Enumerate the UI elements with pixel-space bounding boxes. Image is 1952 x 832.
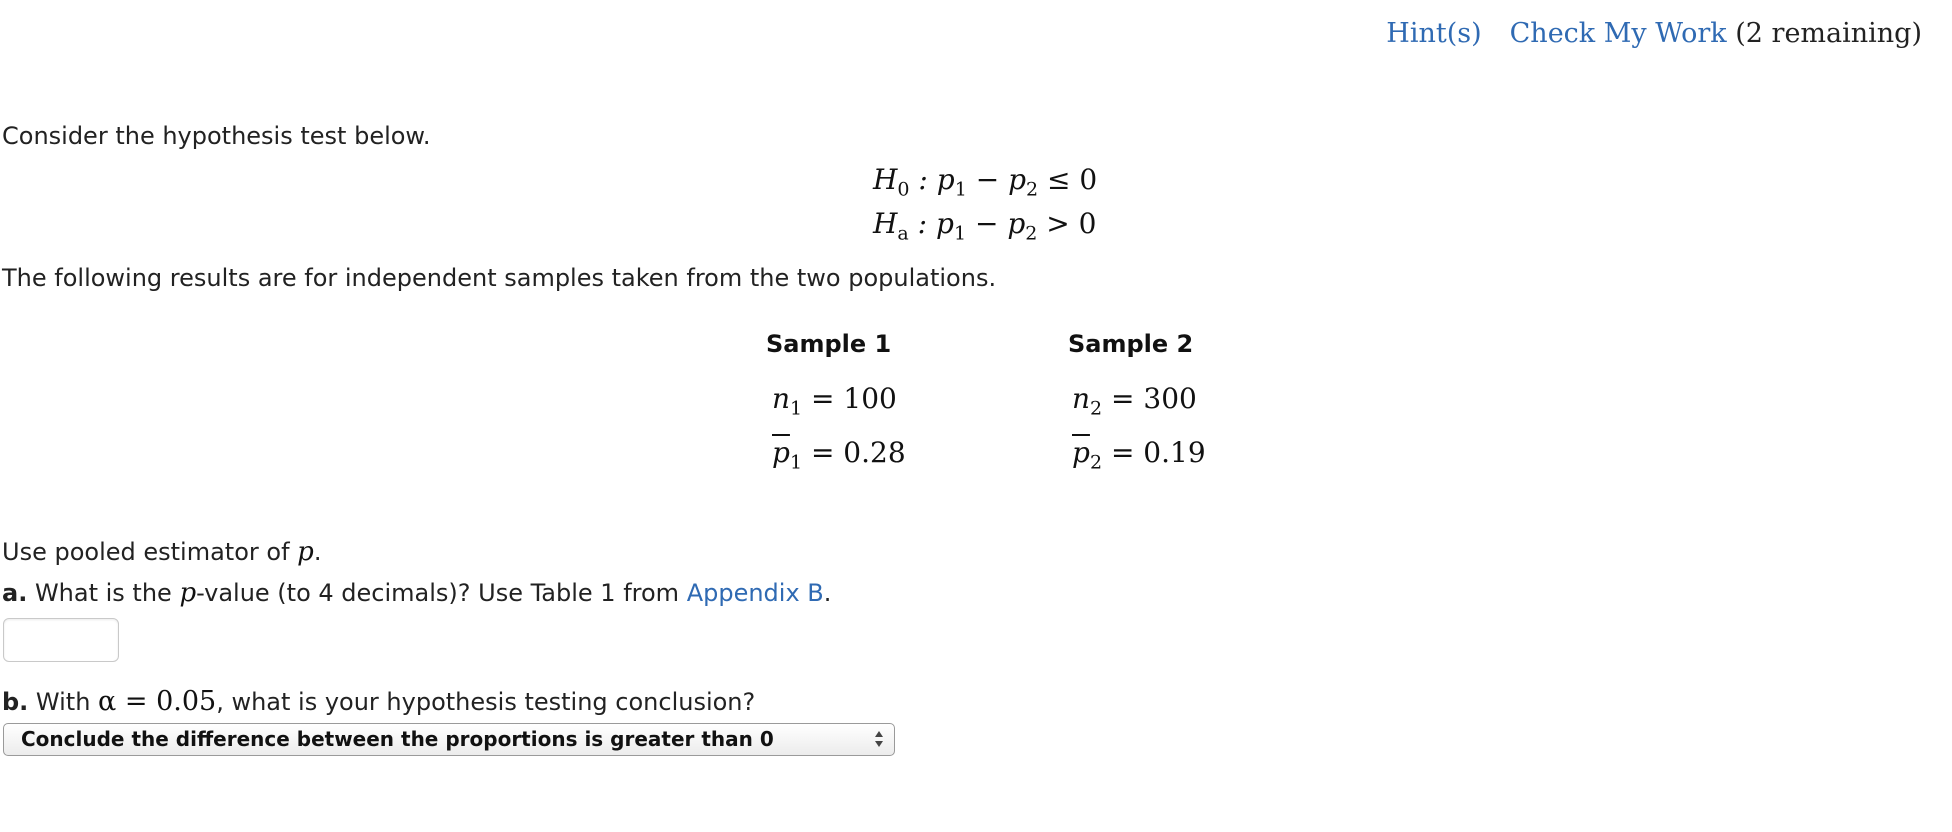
check-my-work-link[interactable]: Check My Work [1509,18,1727,49]
results-text: The following results are for independent samples taken from the two populations. [2,264,997,292]
n2-value: $n_2 = 300$ [1072,382,1197,420]
intro-text: Consider the hypothesis test below. [2,122,431,150]
p-value-input[interactable] [3,618,119,662]
conclusion-selected-value: Conclude the difference between the proportions is greater than 0 [21,727,774,751]
remaining-count: (2 remaining) [1735,18,1922,49]
sample2-header: Sample 2 [1068,330,1194,358]
pooled-estimator-text: Use pooled estimator of p. [2,537,322,567]
p1-value: $\overline{p}_1 = 0.28$ [772,436,906,474]
question-b: b. With α = 0.05, what is your hypothesis testing conclusion? [2,686,756,717]
p2-value: $\overline{p}_2 = 0.19$ [1072,436,1206,474]
null-hypothesis: $H_0$ : $p_1 - p_2 \le 0$ [873,163,1098,201]
hints-link[interactable]: Hint(s) [1386,18,1482,49]
select-arrows-icon [874,728,884,750]
sample1-header: Sample 1 [766,330,892,358]
header-links [1386,18,1922,49]
alternative-hypothesis: $H_a$ : $p_1 - p_2 > 0$ [873,207,1097,245]
question-a: a. What is the p-value (to 4 decimals)? Use Table 1 from Appendix B. [2,578,832,608]
n1-value: $n_1 = 100$ [772,382,897,420]
appendix-b-link[interactable]: Appendix B [686,579,824,607]
conclusion-select[interactable] [3,723,895,756]
